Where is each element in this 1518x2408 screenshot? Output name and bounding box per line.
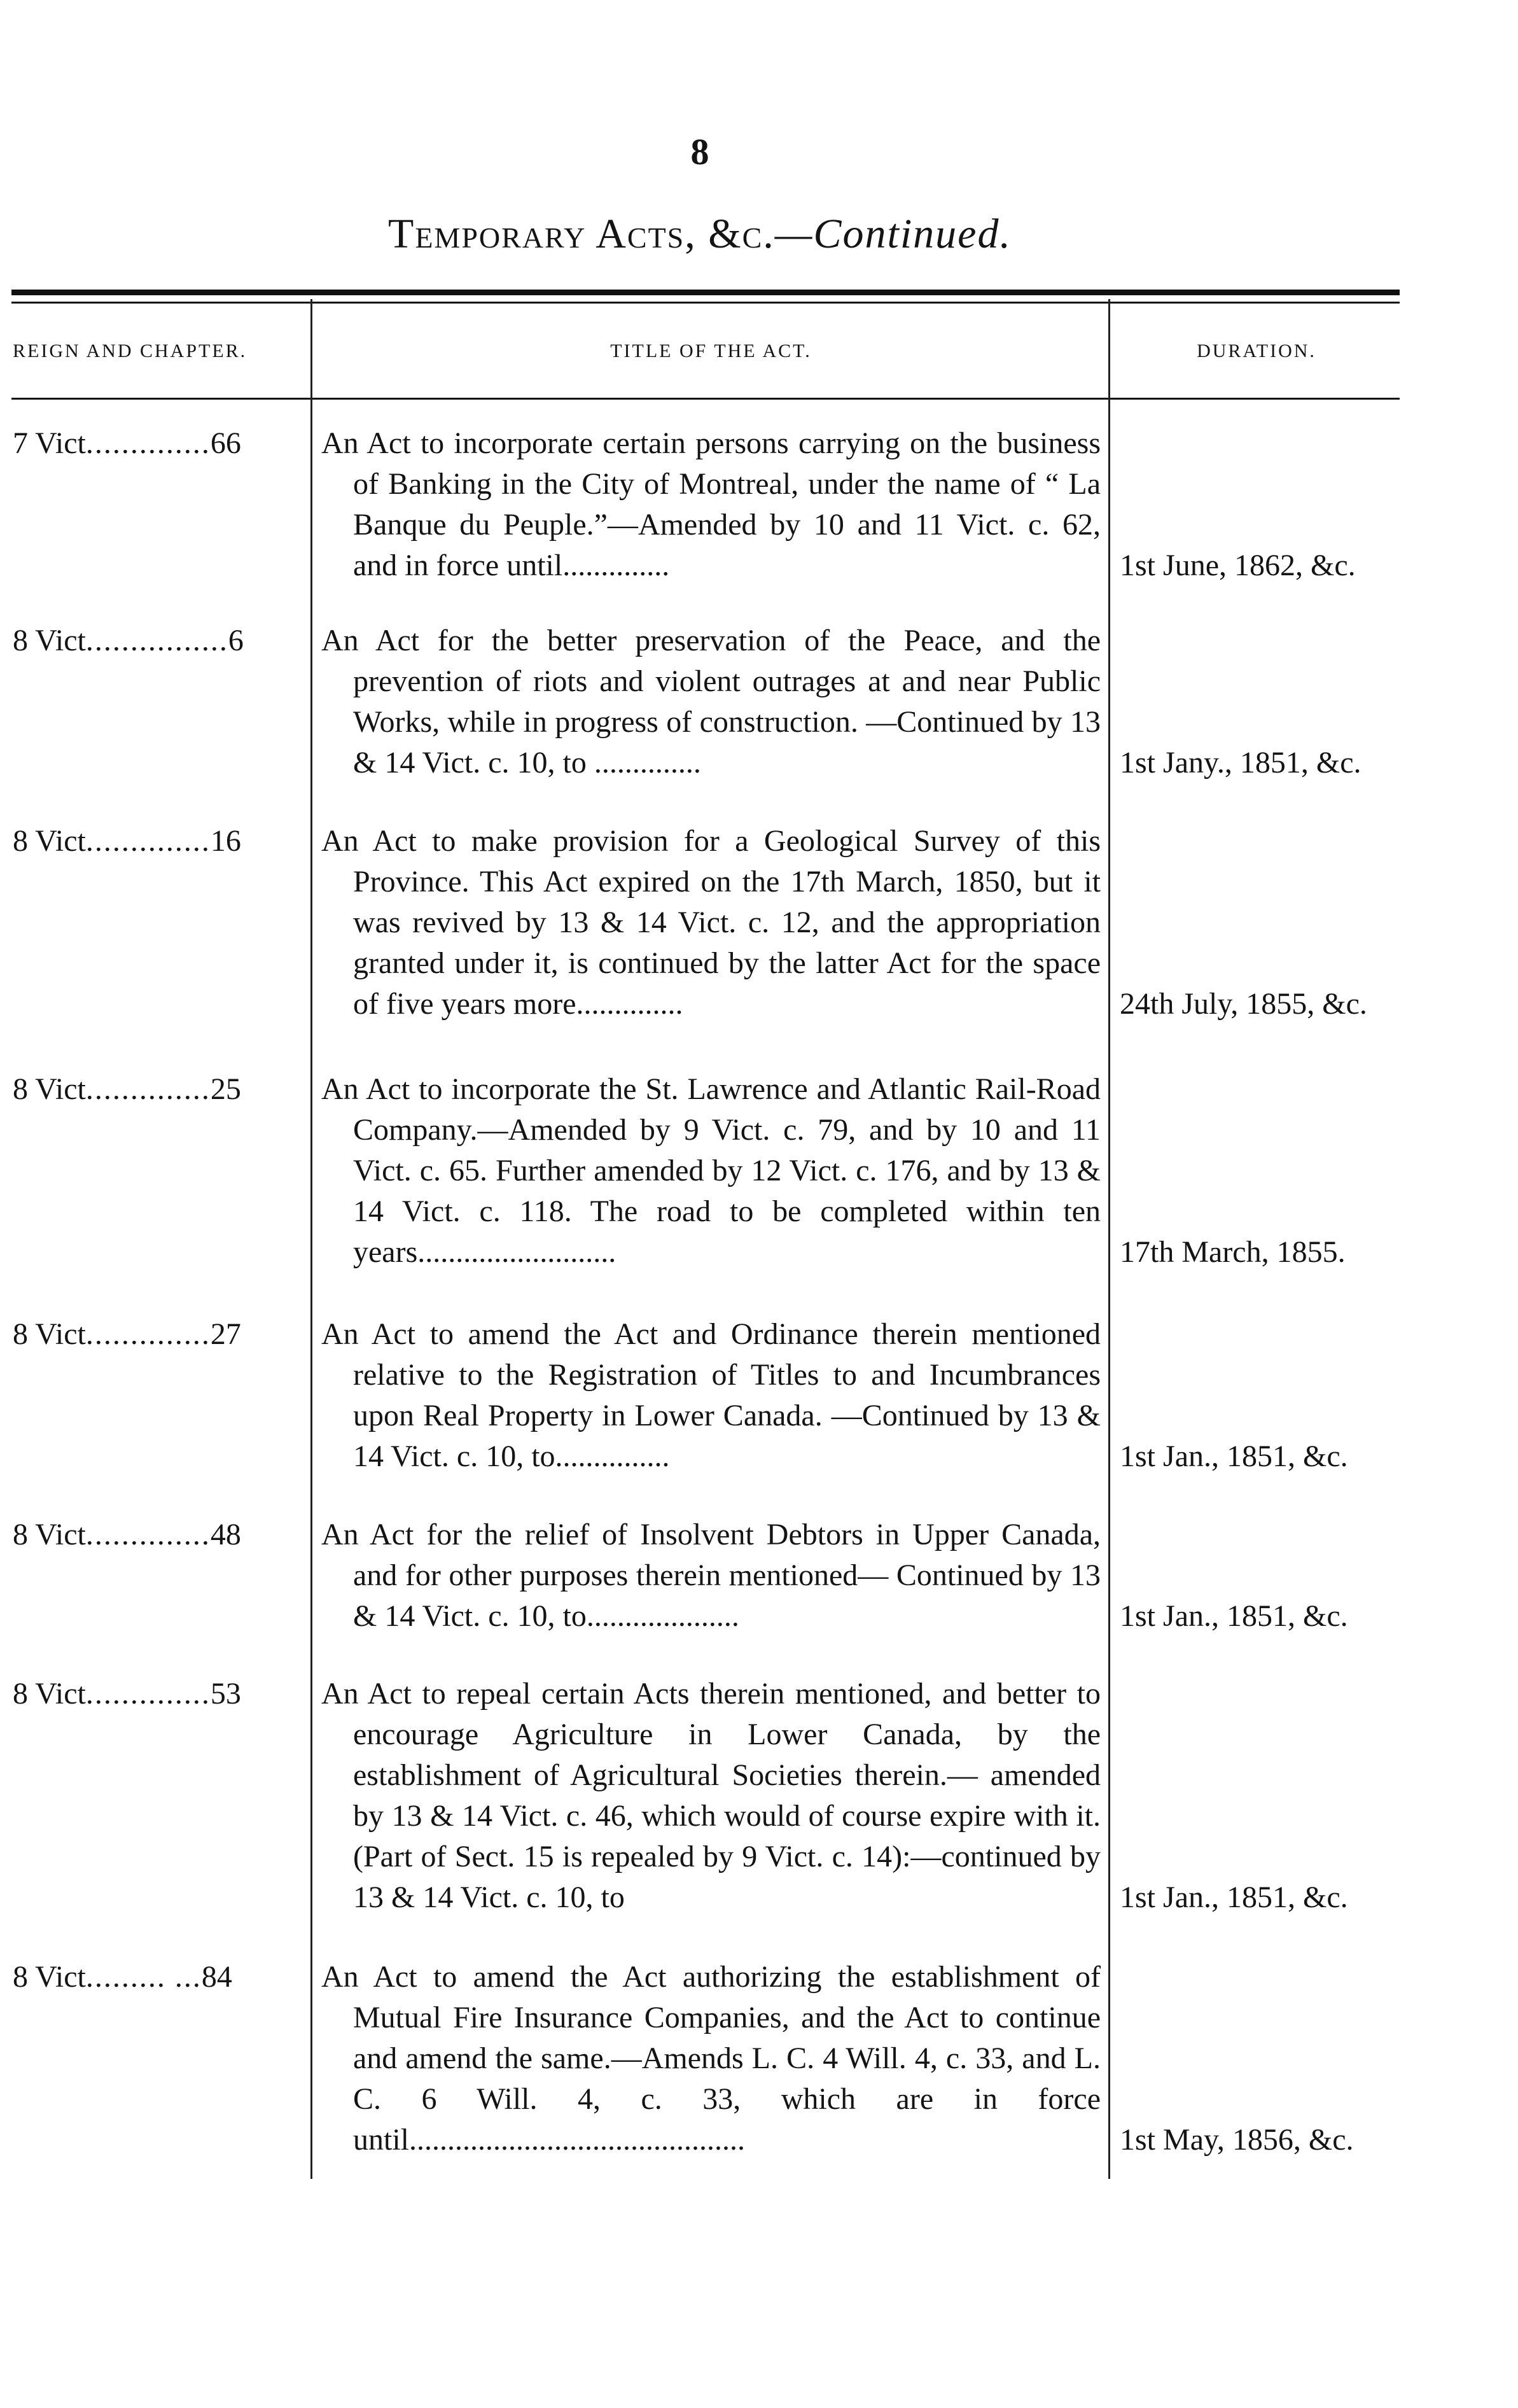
act-duration: 1st Jan., 1851, &c.: [1120, 1599, 1348, 1633]
chapter: 48: [210, 1518, 241, 1551]
act-duration: 24th July, 1855, &c.: [1120, 987, 1367, 1021]
chapter: 16: [210, 824, 241, 858]
act-duration: 17th March, 1855.: [1120, 1235, 1346, 1269]
page-number: 8: [690, 131, 709, 172]
act-duration: 1st Jany., 1851, &c.: [1120, 746, 1361, 780]
reign: 8 Vict: [13, 1677, 86, 1711]
reign-chapter: [13, 620, 312, 661]
leader-dots: ......... ...: [85, 1960, 202, 1994]
reign-chapter: [13, 1314, 312, 1355]
leader-dots: ..............: [85, 1518, 211, 1551]
reign-chapter: [13, 1957, 312, 1998]
reign: 8 Vict: [13, 1518, 86, 1551]
reign: 8 Vict: [13, 1317, 86, 1351]
act-title: An Act to amend the Act and Ordinance therein mentioned relative to the Registration of Titles to and Incumbrances upon Real Property in Lower Canada. —Continued by 13 & 14 Vict. c. 10, to...............: [321, 1317, 1101, 1473]
leader-dots: ..............: [85, 824, 211, 858]
running-title: [0, 210, 1400, 258]
running-title-continued: —Continued.: [774, 211, 1012, 257]
leader-dots: ................: [85, 624, 228, 657]
reign-chapter: [13, 1515, 312, 1555]
column-header-reign: REIGN AND CHAPTER.: [13, 340, 247, 361]
act-duration: 1st Jan., 1851, &c.: [1120, 1880, 1348, 1914]
leader-dots: ..............: [85, 1072, 211, 1106]
column-divider-reign-title: [310, 299, 312, 2179]
act-duration: 1st May, 1856, &c.: [1120, 2123, 1354, 2157]
chapter: 25: [210, 1072, 241, 1106]
reign: 8 Vict: [13, 824, 86, 858]
chapter: 84: [201, 1960, 232, 1994]
act-title: An Act to repeal certain Acts therein mentioned, and better to encourage Agriculture in Lower Canada, by the establishment of Agricultural Societies therein.— amended by 13 & 14 Vict. c. 46, which would of course expire with it. (Part of Sect. 15 is repealed by 9 Vict. c. 14):—continued by 13 & 14 Vict. c. 10, to: [321, 1677, 1101, 1914]
chapter: 66: [210, 426, 241, 460]
reign-chapter: [13, 1674, 312, 1714]
act-title: An Act for the relief of Insolvent Debtors in Upper Canada, and for other purposes therein mentioned— Continued by 13 & 14 Vict. c. 10, to....................: [321, 1518, 1101, 1633]
reign: 8 Vict: [13, 624, 86, 657]
chapter: 6: [228, 624, 244, 657]
column-header-title: TITLE OF THE ACT.: [610, 340, 812, 361]
top-rule-thick: [11, 290, 1400, 295]
leader-dots: ..............: [85, 426, 211, 460]
act-title: An Act to make provision for a Geological Survey of this Province. This Act expired on the 17th March, 1850, but it was revived by 13 & 14 Vict. c. 12, and the appropriation granted under it, is continued by the latter Act for the space of five years more..............: [321, 824, 1101, 1021]
act-title: An Act for the better preservation of the Peace, and the prevention of riots and violent outrages at and near Public Works, while in progress of construction. —Continued by 13 & 14 Vict. c. 10, to ..............: [321, 624, 1101, 780]
leader-dots: ..............: [85, 1677, 211, 1711]
reign-chapter: [13, 423, 312, 464]
act-title: An Act to amend the Act authorizing the establishment of Mutual Fire Insurance Companies, and the Act to continue and amend the same.—Amends L. C. 4 Will. 4, c. 33, and L. C. 6 Will. 4, c. 33, which are in force until............................................: [321, 1960, 1101, 2157]
header-bottom-rule: [11, 398, 1400, 400]
act-title: An Act to incorporate the St. Lawrence and Atlantic Rail-Road Company.—Amended by 9 Vict. c. 79, and by 10 and 11 Vict. c. 65. Further amended by 12 Vict. c. 176, and by 13 & 14 Vict. c. 118. The road to be completed within ten years..........................: [321, 1072, 1101, 1269]
reign-chapter: [13, 821, 312, 862]
act-title: An Act to incorporate certain persons carrying on the business of Banking in the City of Montreal, under the name of “ La Banque du Peuple.”—Amended by 10 and 11 Vict. c. 62, and in force until..............: [321, 426, 1101, 582]
act-duration: 1st Jan., 1851, &c.: [1120, 1439, 1348, 1473]
reign: 8 Vict: [13, 1960, 86, 1994]
act-duration: 1st June, 1862, &c.: [1120, 549, 1356, 582]
reign-chapter: [13, 1069, 312, 1110]
column-divider-title-duration: [1108, 299, 1110, 2179]
column-header-duration: DURATION.: [1197, 340, 1316, 361]
chapter: 27: [210, 1317, 241, 1351]
chapter: 53: [210, 1677, 241, 1711]
running-title-main: Temporary Acts, &c.: [388, 211, 775, 257]
leader-dots: ..............: [85, 1317, 211, 1351]
reign: 8 Vict: [13, 1072, 86, 1106]
top-rule-thin: [11, 302, 1400, 304]
reign: 7 Vict: [13, 426, 86, 460]
